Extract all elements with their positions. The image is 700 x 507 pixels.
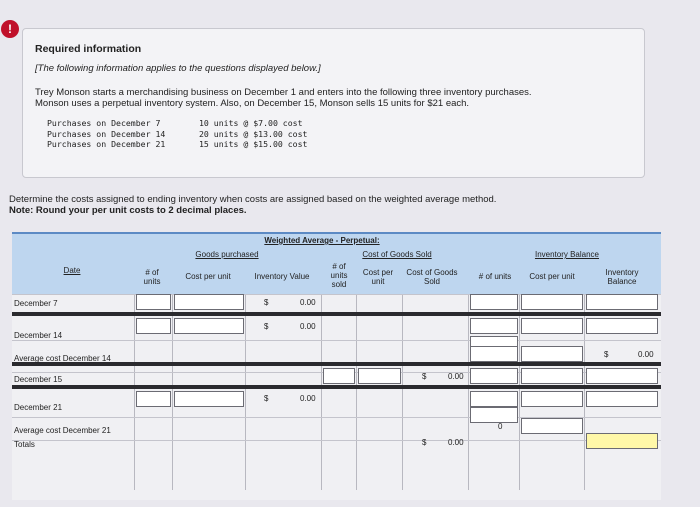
divider [321,294,322,490]
divider [172,294,173,490]
divider [519,294,520,490]
dec14-inv-units-input[interactable] [470,318,518,334]
dec14-inventory-balance-input[interactable] [586,318,658,334]
dec14-value-symbol: $ [264,322,269,331]
dec15-cogs-symbol: $ [422,372,427,381]
totals-cost-of-goods-sold: 0.00 [448,438,464,447]
col-gp-inventory-value: Inventory Value [254,272,310,281]
row-divider [12,340,661,341]
avg14-balance-symbol: $ [604,350,609,359]
info-text-line-1: Trey Monson starts a merchandising business on December 1 and enters into the following three inventory purchases. [35,87,532,98]
info-note: [The following information applies to the questions displayed below.] [35,63,321,74]
totals-cogs-symbol: $ [422,438,427,447]
row-label-december-14: December 14 [14,331,63,340]
info-title: Required information [35,43,142,55]
dec7-inventory-value: 0.00 [300,298,316,307]
purchase-row [47,139,632,150]
dec15-cost-per-unit-input[interactable] [358,368,401,384]
purchase-detail: 15 units @ $15.00 cost [199,139,308,149]
goods-purchased-header: Goods purchased [195,250,259,259]
divider [468,294,469,490]
dec15-inventory-balance-input[interactable] [586,368,658,384]
dec21-inv-units-input-2[interactable] [470,407,518,423]
dec21-inv-units-input[interactable] [470,391,518,407]
info-text [35,87,632,109]
task-instructions [9,194,496,216]
col-cost-of-goods-sold: Cost of Goods Sold [406,268,458,286]
col-inv-units: # of units [478,272,512,281]
dec7-inv-units-input[interactable] [470,294,518,310]
row-label-average-december-21: Average cost December 21 [14,426,111,435]
inventory-balance-header: Inventory Balance [534,250,600,259]
divider [584,294,585,490]
col-date: Date [63,266,81,275]
required-information-panel [22,28,645,178]
purchase-label: Purchases on December 14 [47,128,166,139]
totals-inventory-balance-input[interactable] [586,433,658,449]
purchase-detail: 10 units @ $7.00 cost [199,118,303,128]
purchases-list [47,118,632,150]
dec7-value-symbol: $ [264,298,269,307]
weighted-average-table [12,232,661,500]
cogs-header: Cost of Goods Sold [362,250,432,259]
col-inventory-balance: Inventory Balance [605,268,639,286]
table-title: Weighted Average - Perpetual: [264,236,380,245]
purchase-row [47,129,632,140]
task-note: Note: Round your per unit costs to 2 decimal places. [9,205,247,216]
dec14-inventory-value: 0.00 [300,322,316,331]
row-divider [12,440,661,441]
alert-icon: ! [1,20,19,38]
dec21-inv-cost-per-unit-input[interactable] [521,391,583,407]
dec21-value-symbol: $ [264,394,269,403]
dec14-units-input[interactable] [136,318,171,334]
divider [402,294,403,490]
dec21-cost-per-unit-input[interactable] [174,391,244,407]
dec14-inv-cost-per-unit-input[interactable] [521,318,583,334]
divider [134,294,135,490]
dec14-cost-per-unit-input[interactable] [174,318,244,334]
col-gp-cost-per-unit: Cost per unit [185,272,231,281]
dec7-cost-per-unit-input[interactable] [174,294,244,310]
row-label-totals: Totals [14,440,35,449]
col-cogs-cost-per-unit: Cost per unit [362,268,394,286]
col-cogs-units-sold: # of units sold [330,262,348,289]
dec21-units-input[interactable] [136,391,171,407]
dec7-inventory-balance-input[interactable] [586,294,658,310]
dec21-inventory-value: 0.00 [300,394,316,403]
row-label-december-21: December 21 [14,403,63,412]
dec7-inv-cost-per-unit-input[interactable] [521,294,583,310]
purchase-row [47,118,632,129]
divider [245,294,246,490]
purchase-detail: 20 units @ $13.00 cost [199,128,308,139]
avg21-inv-units: 0 [498,422,503,431]
dec15-units-sold-input[interactable] [323,368,355,384]
avg14-inventory-balance: 0.00 [638,350,654,359]
row-label-average-december-14: Average cost December 14 [14,354,111,363]
col-gp-units: # of units [143,268,161,286]
dec15-inv-cost-per-unit-input[interactable] [521,368,583,384]
row-label-december-7: December 7 [14,299,58,308]
col-inv-cost-per-unit: Cost per unit [529,272,575,281]
dec15-cost-of-goods-sold: 0.00 [448,372,464,381]
avg14-inv-cost-per-unit-input[interactable] [521,346,583,362]
purchase-label: Purchases on December 7 [47,118,161,128]
divider [356,294,357,490]
task-instruction: Determine the costs assigned to ending inventory when costs are assigned based on the weighted average method. [9,194,497,205]
purchase-label: Purchases on December 21 [47,139,166,149]
row-label-december-15: December 15 [14,375,63,384]
row-separator [12,312,661,316]
row-separator [12,385,661,389]
dec7-units-input[interactable] [136,294,171,310]
dec15-inv-units-input[interactable] [470,368,518,384]
dec21-inventory-balance-input[interactable] [586,391,658,407]
info-text-line-2: Monson uses a perpetual inventory system. Also, on December 15, Monson sells 15 units for $21 each. [35,98,470,109]
avg14-inv-units-input[interactable] [470,346,518,362]
avg21-inv-cost-per-unit-input[interactable] [521,418,583,434]
